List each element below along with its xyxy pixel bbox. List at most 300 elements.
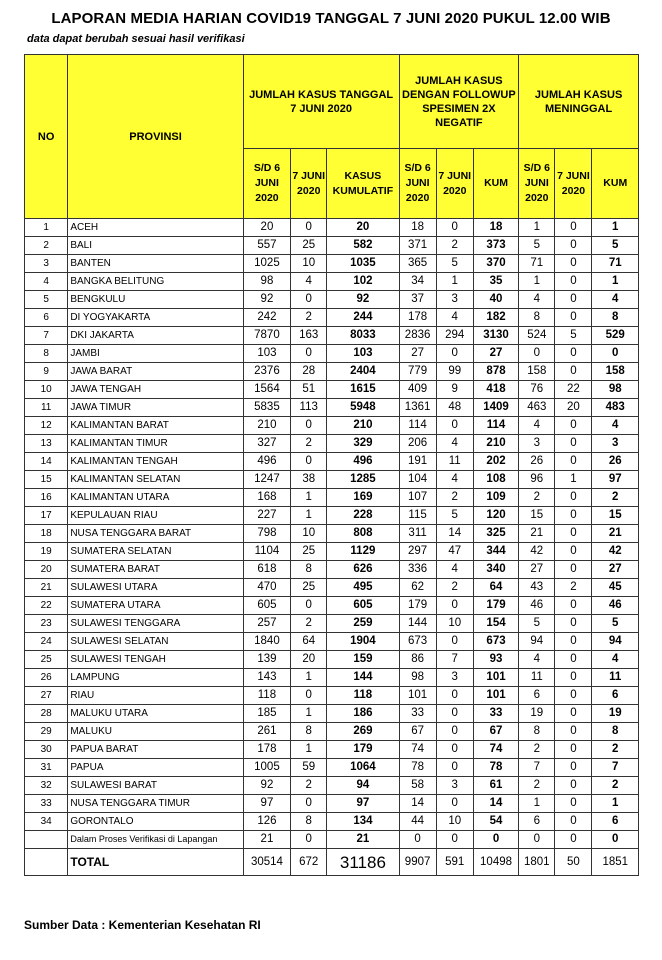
row-value: 327 xyxy=(243,435,290,453)
row-value: 418 xyxy=(473,381,518,399)
row-value: 18 xyxy=(473,219,518,237)
row-value: 0 xyxy=(436,741,473,759)
row-no: 25 xyxy=(25,651,68,669)
row-value: 10 xyxy=(436,813,473,831)
row-no: 24 xyxy=(25,633,68,651)
row-value: 169 xyxy=(327,489,399,507)
row-provinsi: SUMATERA SELATAN xyxy=(68,543,243,561)
row-provinsi: KALIMANTAN SELATAN xyxy=(68,471,243,489)
row-value: 4 xyxy=(519,417,555,435)
table-row xyxy=(25,363,639,381)
row-value: 0 xyxy=(555,435,592,453)
row-value: 158 xyxy=(592,363,639,381)
row-value: 11 xyxy=(592,669,639,687)
row-value: 103 xyxy=(243,345,290,363)
row-value: 0 xyxy=(555,705,592,723)
row-value: 0 xyxy=(555,291,592,309)
row-value: 3 xyxy=(436,777,473,795)
report-subtitle: data dapat berubah sesuai hasil verifikasi xyxy=(27,33,245,45)
row-value: 5 xyxy=(592,615,639,633)
row-value: 2 xyxy=(291,777,327,795)
row-value: 2 xyxy=(291,435,327,453)
row-value: 64 xyxy=(473,579,518,597)
row-no: 6 xyxy=(25,309,68,327)
row-value: 27 xyxy=(592,561,639,579)
row-provinsi: BANTEN xyxy=(68,255,243,273)
row-provinsi: JAMBI xyxy=(68,345,243,363)
row-value: 11 xyxy=(519,669,555,687)
row-provinsi: SUMATERA UTARA xyxy=(68,597,243,615)
row-no: 31 xyxy=(25,759,68,777)
row-no: 28 xyxy=(25,705,68,723)
row-value: 8 xyxy=(291,723,327,741)
header-provinsi: PROVINSI xyxy=(68,55,243,219)
row-value: 59 xyxy=(291,759,327,777)
row-value: 5948 xyxy=(327,399,399,417)
row-value: 0 xyxy=(555,597,592,615)
row-value: 4 xyxy=(436,435,473,453)
row-value: 2 xyxy=(291,615,327,633)
row-value: 14 xyxy=(473,795,518,813)
row-value: 115 xyxy=(399,507,436,525)
row-value: 1 xyxy=(519,273,555,291)
row-value: 0 xyxy=(399,831,436,849)
table-row xyxy=(25,435,639,453)
row-value: 86 xyxy=(399,651,436,669)
row-value: 54 xyxy=(473,813,518,831)
source-note: Sumber Data : Kementerian Kesehatan RI xyxy=(24,918,261,932)
table-row xyxy=(25,237,639,255)
row-value: 1 xyxy=(291,489,327,507)
row-no: 16 xyxy=(25,489,68,507)
row-value: 158 xyxy=(519,363,555,381)
row-provinsi: KALIMANTAN TIMUR xyxy=(68,435,243,453)
row-value: 5 xyxy=(555,327,592,345)
row-value: 120 xyxy=(473,507,518,525)
table-row xyxy=(25,597,639,615)
row-value: 470 xyxy=(243,579,290,597)
row-value: 4 xyxy=(592,291,639,309)
row-value: 228 xyxy=(327,507,399,525)
row-value: 11 xyxy=(436,453,473,471)
row-value: 144 xyxy=(327,669,399,687)
row-value: 0 xyxy=(436,345,473,363)
row-value: 1104 xyxy=(243,543,290,561)
row-value: 108 xyxy=(473,471,518,489)
row-value: 28 xyxy=(291,363,327,381)
row-value: 19 xyxy=(519,705,555,723)
row-value: 104 xyxy=(399,471,436,489)
row-value: 98 xyxy=(399,669,436,687)
total-cell: 9907 xyxy=(399,849,436,876)
row-value: 8 xyxy=(592,309,639,327)
row-value: 297 xyxy=(399,543,436,561)
row-no: 11 xyxy=(25,399,68,417)
row-provinsi: SULAWESI SELATAN xyxy=(68,633,243,651)
row-value: 182 xyxy=(473,309,518,327)
total-cell: 591 xyxy=(436,849,473,876)
row-value: 42 xyxy=(519,543,555,561)
row-value: 329 xyxy=(327,435,399,453)
row-value: 10 xyxy=(291,525,327,543)
row-value: 144 xyxy=(399,615,436,633)
row-value: 878 xyxy=(473,363,518,381)
row-value: 62 xyxy=(399,579,436,597)
row-no: 12 xyxy=(25,417,68,435)
row-value: 1904 xyxy=(327,633,399,651)
header-meninggal-7: 7 JUNI 2020 xyxy=(555,149,592,219)
row-value: 4 xyxy=(592,651,639,669)
row-value: 15 xyxy=(592,507,639,525)
row-value: 20 xyxy=(291,651,327,669)
row-provinsi: BENGKULU xyxy=(68,291,243,309)
row-value: 2 xyxy=(519,741,555,759)
row-no: 8 xyxy=(25,345,68,363)
row-value: 51 xyxy=(291,381,327,399)
row-value: 0 xyxy=(291,831,327,849)
row-value: 139 xyxy=(243,651,290,669)
row-value: 1247 xyxy=(243,471,290,489)
row-value: 114 xyxy=(399,417,436,435)
row-value: 0 xyxy=(555,489,592,507)
table-row xyxy=(25,417,639,435)
row-value: 154 xyxy=(473,615,518,633)
row-value: 4 xyxy=(519,291,555,309)
row-provinsi: SULAWESI TENGAH xyxy=(68,651,243,669)
row-value: 409 xyxy=(399,381,436,399)
row-value: 0 xyxy=(555,633,592,651)
row-value: 2 xyxy=(519,777,555,795)
row-value: 27 xyxy=(473,345,518,363)
header-no: NO xyxy=(25,55,68,219)
row-value: 4 xyxy=(436,561,473,579)
row-value: 6 xyxy=(592,813,639,831)
row-no: 13 xyxy=(25,435,68,453)
row-value: 605 xyxy=(243,597,290,615)
table-row xyxy=(25,507,639,525)
row-value: 0 xyxy=(555,507,592,525)
row-value: 21 xyxy=(327,831,399,849)
row-value: 2 xyxy=(592,777,639,795)
header-meninggal-sd6: S/D 6 JUNI 2020 xyxy=(519,149,555,219)
row-value: 2 xyxy=(436,237,473,255)
row-value: 2 xyxy=(291,309,327,327)
row-value: 178 xyxy=(243,741,290,759)
row-value: 8 xyxy=(291,561,327,579)
row-value: 373 xyxy=(473,237,518,255)
total-row xyxy=(25,849,639,876)
row-value: 0 xyxy=(555,561,592,579)
row-value: 126 xyxy=(243,813,290,831)
row-value: 97 xyxy=(243,795,290,813)
row-no: 32 xyxy=(25,777,68,795)
report-title: LAPORAN MEDIA HARIAN COVID19 TANGGAL 7 JUNI 2020 PUKUL 12.00 WIB xyxy=(51,10,611,27)
row-value: 21 xyxy=(519,525,555,543)
row-value: 178 xyxy=(399,309,436,327)
row-value: 1005 xyxy=(243,759,290,777)
row-value: 33 xyxy=(399,705,436,723)
row-value: 0 xyxy=(555,453,592,471)
row-value: 0 xyxy=(291,687,327,705)
row-value: 168 xyxy=(243,489,290,507)
row-value: 0 xyxy=(436,831,473,849)
row-provinsi: BANGKA BELITUNG xyxy=(68,273,243,291)
row-value: 20 xyxy=(327,219,399,237)
table-row xyxy=(25,543,639,561)
row-no: 15 xyxy=(25,471,68,489)
row-value: 46 xyxy=(519,597,555,615)
row-value: 1361 xyxy=(399,399,436,417)
row-value: 4 xyxy=(291,273,327,291)
row-value: 71 xyxy=(592,255,639,273)
row-value: 74 xyxy=(473,741,518,759)
row-value: 5 xyxy=(592,237,639,255)
row-no: 29 xyxy=(25,723,68,741)
row-value: 35 xyxy=(473,273,518,291)
row-provinsi: SUMATERA BARAT xyxy=(68,561,243,579)
row-no: 33 xyxy=(25,795,68,813)
row-value: 25 xyxy=(291,543,327,561)
row-value: 371 xyxy=(399,237,436,255)
row-value: 58 xyxy=(399,777,436,795)
row-value: 808 xyxy=(327,525,399,543)
row-value: 4 xyxy=(519,651,555,669)
header-group-kasus: JUMLAH KASUS TANGGAL 7 JUNI 2020 xyxy=(243,55,399,149)
row-value: 0 xyxy=(473,831,518,849)
row-provinsi: JAWA BARAT xyxy=(68,363,243,381)
row-value: 7 xyxy=(592,759,639,777)
row-no: 23 xyxy=(25,615,68,633)
row-value: 483 xyxy=(592,399,639,417)
row-value: 0 xyxy=(555,219,592,237)
row-value: 1 xyxy=(555,471,592,489)
row-value: 97 xyxy=(592,471,639,489)
row-value: 5 xyxy=(519,615,555,633)
header-kasus-sd6: S/D 6 JUNI 2020 xyxy=(243,149,290,219)
row-value: 0 xyxy=(291,597,327,615)
row-provinsi: LAMPUNG xyxy=(68,669,243,687)
row-value: 40 xyxy=(473,291,518,309)
row-value: 14 xyxy=(436,525,473,543)
row-value: 3 xyxy=(436,669,473,687)
row-value: 78 xyxy=(473,759,518,777)
row-value: 0 xyxy=(436,795,473,813)
row-value: 0 xyxy=(555,525,592,543)
row-provinsi: DI YOGYAKARTA xyxy=(68,309,243,327)
row-value: 2 xyxy=(592,489,639,507)
row-value: 47 xyxy=(436,543,473,561)
row-value: 0 xyxy=(555,669,592,687)
row-value: 6 xyxy=(519,813,555,831)
header-followup-sd6: S/D 6 JUNI 2020 xyxy=(399,149,436,219)
row-value: 38 xyxy=(291,471,327,489)
row-value: 179 xyxy=(327,741,399,759)
row-value: 259 xyxy=(327,615,399,633)
table-row xyxy=(25,741,639,759)
row-provinsi: BALI xyxy=(68,237,243,255)
row-value: 76 xyxy=(519,381,555,399)
row-value: 206 xyxy=(399,435,436,453)
table-row xyxy=(25,579,639,597)
row-value: 102 xyxy=(327,273,399,291)
row-no: 4 xyxy=(25,273,68,291)
row-value: 21 xyxy=(592,525,639,543)
row-value: 109 xyxy=(473,489,518,507)
row-provinsi: SULAWESI BARAT xyxy=(68,777,243,795)
row-value: 1 xyxy=(291,705,327,723)
row-value: 210 xyxy=(243,417,290,435)
row-value: 0 xyxy=(436,597,473,615)
row-value: 99 xyxy=(436,363,473,381)
row-value: 191 xyxy=(399,453,436,471)
row-value: 3 xyxy=(519,435,555,453)
row-value: 5 xyxy=(436,507,473,525)
row-value: 44 xyxy=(399,813,436,831)
table-row xyxy=(25,309,639,327)
row-provinsi: GORONTALO xyxy=(68,813,243,831)
table-row xyxy=(25,687,639,705)
row-value: 26 xyxy=(519,453,555,471)
row-value: 673 xyxy=(473,633,518,651)
row-value: 0 xyxy=(291,795,327,813)
row-value: 798 xyxy=(243,525,290,543)
row-value: 15 xyxy=(519,507,555,525)
row-value: 1840 xyxy=(243,633,290,651)
row-value: 5 xyxy=(519,237,555,255)
row-value: 3 xyxy=(436,291,473,309)
table-row xyxy=(25,561,639,579)
row-value: 20 xyxy=(555,399,592,417)
row-value: 582 xyxy=(327,237,399,255)
row-value: 336 xyxy=(399,561,436,579)
row-value: 48 xyxy=(436,399,473,417)
row-value: 64 xyxy=(291,633,327,651)
row-value: 185 xyxy=(243,705,290,723)
row-provinsi: Dalam Proses Verifikasi di Lapangan xyxy=(68,831,243,849)
row-value: 0 xyxy=(592,831,639,849)
table-body xyxy=(25,219,639,849)
row-value: 202 xyxy=(473,453,518,471)
row-provinsi: DKI JAKARTA xyxy=(68,327,243,345)
row-value: 134 xyxy=(327,813,399,831)
row-value: 10 xyxy=(291,255,327,273)
row-value: 113 xyxy=(291,399,327,417)
row-value: 19 xyxy=(592,705,639,723)
row-value: 37 xyxy=(399,291,436,309)
row-provinsi: KEPULAUAN RIAU xyxy=(68,507,243,525)
row-value: 1 xyxy=(592,219,639,237)
row-value: 94 xyxy=(519,633,555,651)
total-no xyxy=(25,849,68,876)
row-provinsi: KALIMANTAN BARAT xyxy=(68,417,243,435)
row-value: 0 xyxy=(555,741,592,759)
row-no: 21 xyxy=(25,579,68,597)
table-row xyxy=(25,255,639,273)
row-value: 0 xyxy=(555,813,592,831)
row-no: 10 xyxy=(25,381,68,399)
row-value: 8033 xyxy=(327,327,399,345)
row-value: 0 xyxy=(555,759,592,777)
row-value: 257 xyxy=(243,615,290,633)
row-value: 21 xyxy=(243,831,290,849)
row-no: 22 xyxy=(25,597,68,615)
row-value: 25 xyxy=(291,237,327,255)
row-value: 0 xyxy=(291,345,327,363)
row-value: 5835 xyxy=(243,399,290,417)
row-provinsi: PAPUA BARAT xyxy=(68,741,243,759)
row-value: 1 xyxy=(436,273,473,291)
total-cell: 1801 xyxy=(519,849,555,876)
row-no: 26 xyxy=(25,669,68,687)
row-value: 605 xyxy=(327,597,399,615)
row-value: 557 xyxy=(243,237,290,255)
row-value: 98 xyxy=(592,381,639,399)
row-no: 30 xyxy=(25,741,68,759)
table-row xyxy=(25,651,639,669)
row-value: 529 xyxy=(592,327,639,345)
row-value: 0 xyxy=(291,291,327,309)
row-value: 6 xyxy=(519,687,555,705)
row-value: 673 xyxy=(399,633,436,651)
row-provinsi: KALIMANTAN TENGAH xyxy=(68,453,243,471)
row-value: 1035 xyxy=(327,255,399,273)
row-value: 4 xyxy=(436,309,473,327)
row-value: 8 xyxy=(592,723,639,741)
table-row xyxy=(25,831,639,849)
row-value: 1 xyxy=(519,795,555,813)
row-no: 27 xyxy=(25,687,68,705)
table-row xyxy=(25,633,639,651)
row-value: 46 xyxy=(592,597,639,615)
table-row xyxy=(25,525,639,543)
row-value: 27 xyxy=(519,561,555,579)
total-cell: 1851 xyxy=(592,849,639,876)
row-no: 2 xyxy=(25,237,68,255)
row-value: 67 xyxy=(399,723,436,741)
row-no: 9 xyxy=(25,363,68,381)
row-value: 0 xyxy=(555,723,592,741)
row-value: 1 xyxy=(291,741,327,759)
total-cell: 30514 xyxy=(243,849,290,876)
row-value: 7 xyxy=(519,759,555,777)
table-row xyxy=(25,291,639,309)
table-row xyxy=(25,381,639,399)
row-value: 242 xyxy=(243,309,290,327)
row-value: 101 xyxy=(473,669,518,687)
row-value: 1025 xyxy=(243,255,290,273)
total-cell: 10498 xyxy=(473,849,518,876)
row-value: 7 xyxy=(436,651,473,669)
row-value: 143 xyxy=(243,669,290,687)
row-value: 92 xyxy=(243,291,290,309)
row-value: 2 xyxy=(519,489,555,507)
row-provinsi: KALIMANTAN UTARA xyxy=(68,489,243,507)
row-value: 0 xyxy=(555,687,592,705)
row-value: 74 xyxy=(399,741,436,759)
header-followup-kum: KUM xyxy=(473,149,518,219)
row-no: 19 xyxy=(25,543,68,561)
row-value: 27 xyxy=(399,345,436,363)
row-value: 340 xyxy=(473,561,518,579)
row-provinsi: SULAWESI UTARA xyxy=(68,579,243,597)
row-value: 22 xyxy=(555,381,592,399)
row-value: 1564 xyxy=(243,381,290,399)
row-value: 370 xyxy=(473,255,518,273)
row-value: 26 xyxy=(592,453,639,471)
row-value: 779 xyxy=(399,363,436,381)
row-value: 0 xyxy=(555,363,592,381)
row-value: 0 xyxy=(436,723,473,741)
